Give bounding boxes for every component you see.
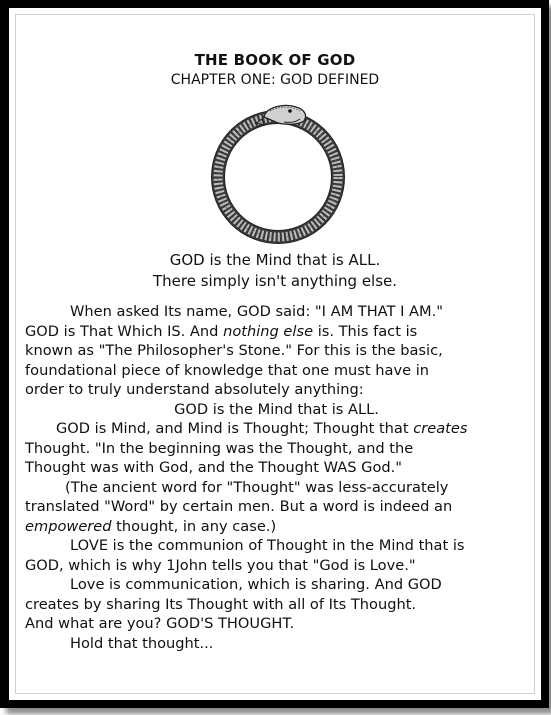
body-line: known as "The Philosopher's Stone." For this is the basic, [25,342,443,359]
body-text-span: is. This fact is [313,322,418,340]
emphasis-text: empowered [25,517,112,535]
body-line: And what are you? GOD'S THOUGHT. [25,615,295,632]
body-line: foundational piece of knowledge that one must have in [25,361,430,379]
body-line [25,419,528,439]
emphasis-text: nothing else [223,322,314,340]
body-line: (The ancient word for "Thought" was less-accurately [65,478,449,496]
tagline [16,250,534,292]
document-page [15,14,535,694]
body-line: Love is communication, which is sharing. And GOD [70,576,442,593]
body-line: Thought was with God, and the Thought WAS God." [25,459,402,476]
chapter-subtitle: CHAPTER ONE: GOD DEFINED [170,72,380,88]
body-line: LOVE is the communion of Thought in the Mind that is [70,537,465,554]
body-line: creates by sharing Its Thought with all of Its Thought. [25,595,417,613]
body-text-span: GOD is Mind, and Mind is Thought; Thought that [56,420,414,437]
body-line: GOD, which is why 1John tells you that "God is Love." [25,556,416,574]
emphasis-text: creates [413,420,468,437]
body-line: Hold that thought... [70,634,214,652]
body-line: When asked Its name, GOD said: "I AM THAT I AM." [70,303,443,320]
tagline-line: There simply isn't anything else. [152,272,398,290]
body-line [25,517,528,537]
ouroboros-illustration [204,97,354,247]
body-line [25,322,528,342]
body-line: GOD is the Mind that is ALL. [174,400,379,418]
body-line: Thought. "In the beginning was the Thought, and the [25,439,414,457]
body-text-span: GOD is That Which IS. And [25,322,224,340]
body-text-span: thought, in any case.) [111,517,277,535]
page-title: THE BOOK OF GOD [194,51,356,69]
tagline-line: GOD is the Mind that is ALL. [169,251,381,269]
body-line: order to truly understand absolutely anything: [25,381,364,398]
body-line: translated "Word" by certain men. But a word is indeed an [25,498,453,515]
body-text [25,302,528,653]
